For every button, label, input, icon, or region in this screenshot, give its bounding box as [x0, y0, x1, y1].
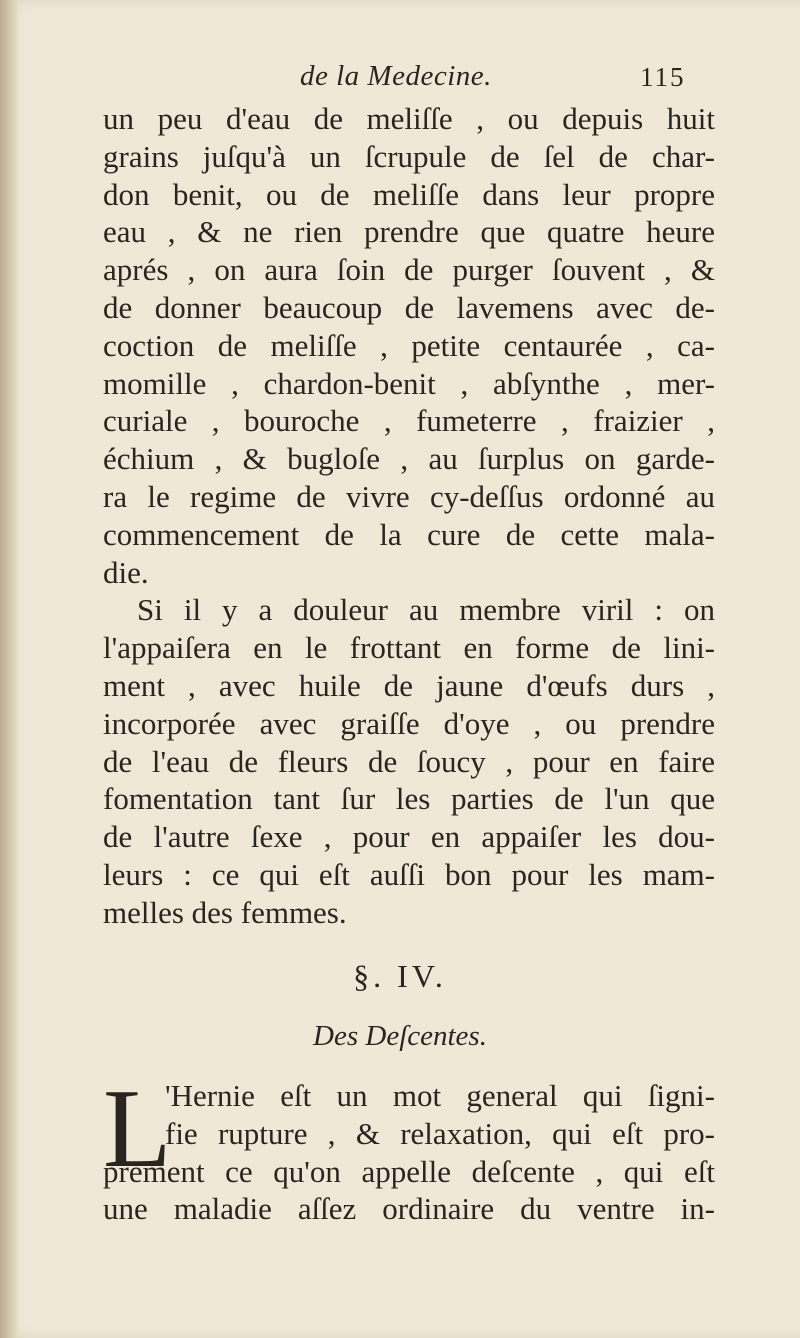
- text-line: curiale , bouroche , fumeterre , fraizier ,: [103, 403, 715, 439]
- text-line: don benit, ou de meliſſe dans leur propre: [103, 176, 715, 212]
- text-line: une maladie aſſez ordinaire du ventre in-: [103, 1191, 715, 1227]
- running-title: de la Medecine.: [300, 60, 492, 92]
- text-line: fomentation tant ſur les parties de l'un que: [103, 781, 715, 817]
- text-line: die.: [103, 554, 149, 590]
- text-line: fie rupture , & relaxation, qui eſt pro-: [165, 1115, 715, 1151]
- body-text: [103, 100, 715, 932]
- text-line: melles des femmes.: [103, 894, 347, 930]
- page-header: [0, 58, 800, 98]
- text-line: échium , & bugloſe , au ſurplus on garde-: [103, 441, 715, 477]
- text-line: commencement de la cure de cette mala-: [103, 516, 715, 552]
- text-line: 'Hernie eſt un mot general qui ſigni-: [165, 1078, 715, 1113]
- text-line: de l'autre ſexe , pour en appaiſer les dou-: [103, 819, 715, 855]
- text-line: de donner beaucoup de lavemens avec de-: [103, 289, 715, 325]
- text-line: incorporée avec graiſſe d'oye , ou prendre: [103, 705, 715, 741]
- text-line: prement ce qu'on appelle deſcente , qui eſt: [103, 1153, 715, 1189]
- page-number: 115: [640, 62, 686, 92]
- section-number: §. IV.: [353, 958, 447, 994]
- text-line: grains juſqu'à un ſcrupule de ſel de char-: [103, 138, 715, 174]
- text-line: Si il y a douleur au membre viril : on: [137, 592, 715, 628]
- text-line: momille , chardon-benit , abſynthe , mer-: [103, 365, 715, 401]
- text-line: un peu d'eau de meliſſe , ou depuis huit: [103, 101, 715, 136]
- text-line: eau , & ne rien prendre que quatre heure: [103, 214, 715, 250]
- text-line: de l'eau de fleurs de ſoucy , pour en faire: [103, 743, 715, 779]
- section-paragraph-lines: [103, 1067, 715, 1228]
- page-gutter-shadow: [0, 0, 18, 1338]
- section-title: Des Deſcentes.: [313, 1020, 487, 1052]
- section-paragraph: [103, 1067, 715, 1237]
- text-line: ra le regime de vivre cy-deſſus ordonné au: [103, 478, 715, 514]
- text-line: leurs : ce qui eſt auſſi bon pour les mam-: [103, 856, 715, 892]
- text-line: ment , avec huile de jaune d'œufs durs ,: [103, 667, 715, 703]
- drop-cap: L: [103, 1067, 172, 1191]
- text-line: l'appaiſera en le frottant en forme de lini-: [103, 630, 715, 666]
- text-line: aprés , on aura ſoin de purger ſouvent , &: [103, 252, 715, 288]
- text-line: coction de meliſſe , petite centaurée , ca-: [103, 327, 715, 363]
